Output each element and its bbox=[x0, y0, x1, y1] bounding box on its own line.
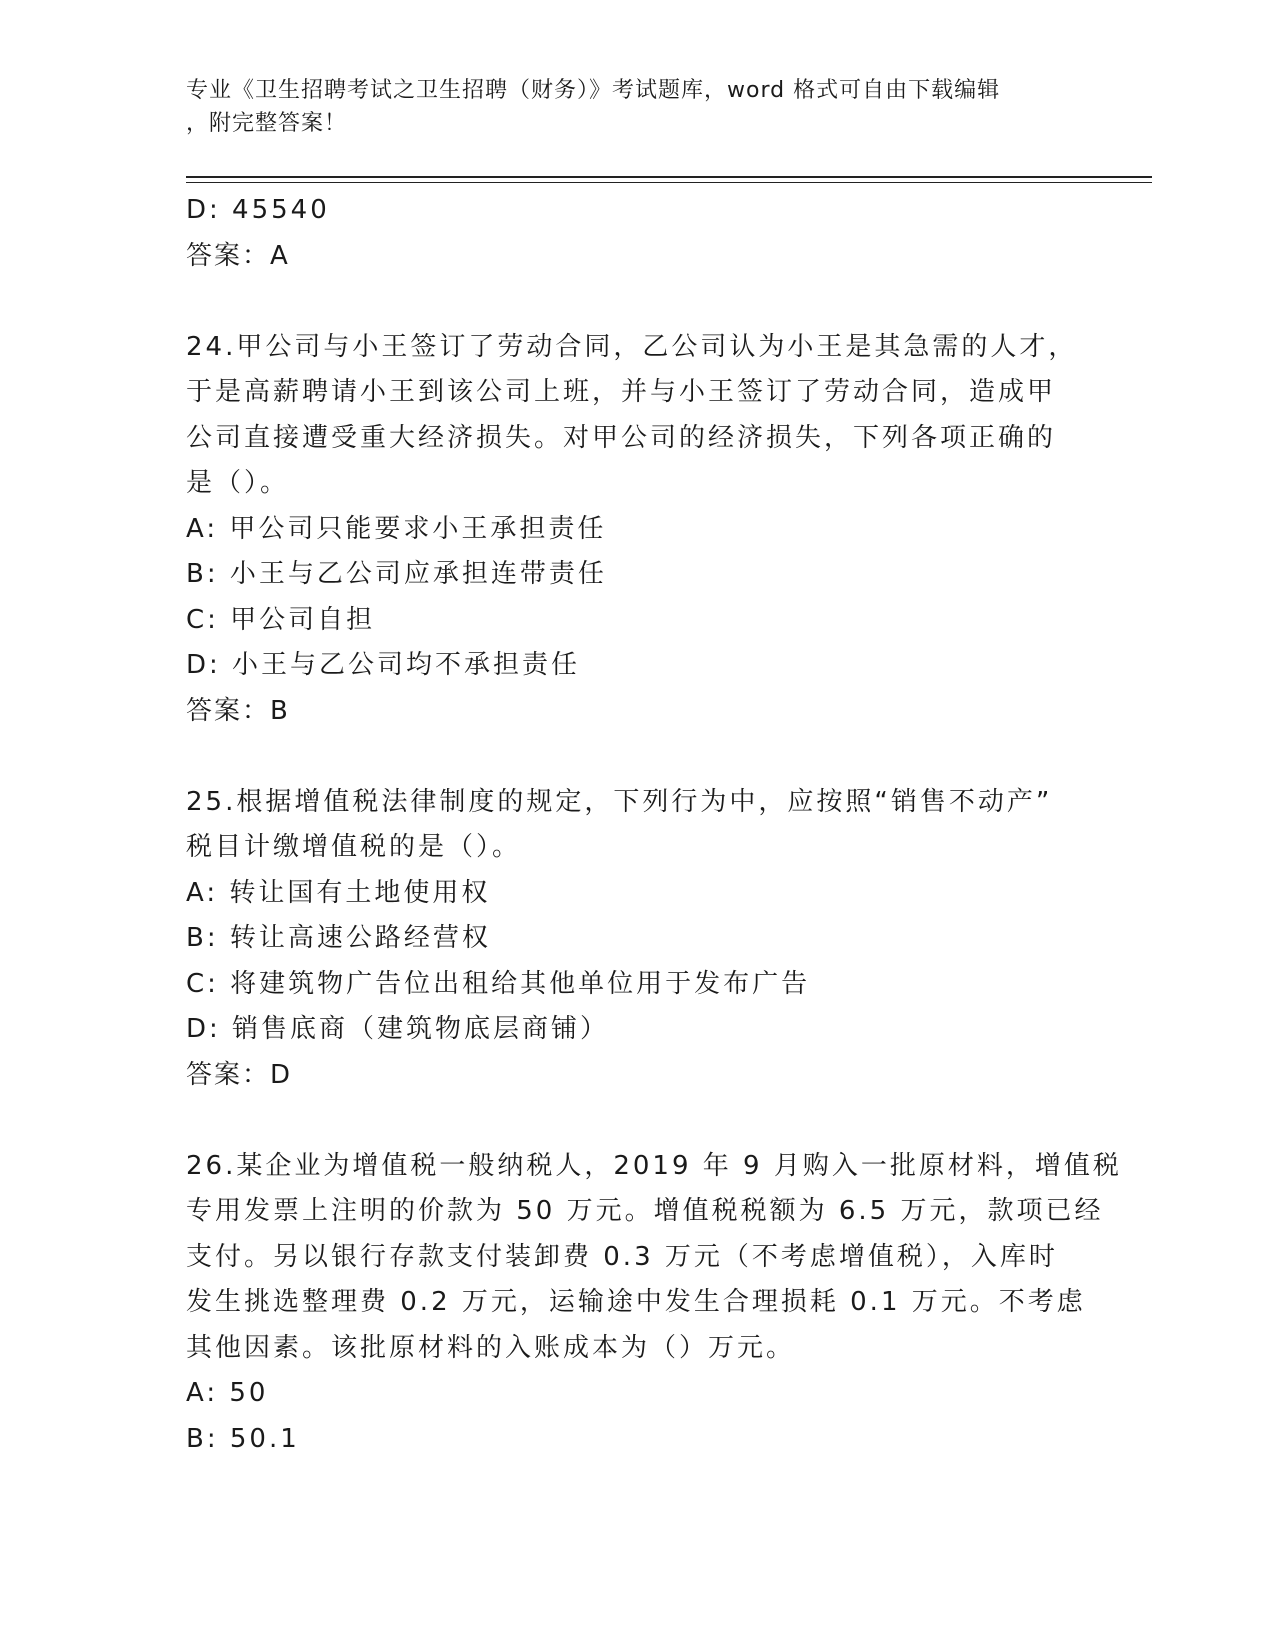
header-divider-thin bbox=[186, 182, 1152, 183]
question-24 bbox=[186, 325, 1086, 735]
question-stem-line: 公司直接遭受重大经济损失。对甲公司的经济损失，下列各项正确的 bbox=[186, 422, 1057, 453]
question-stem-line: 支付。另以银行存款支付装卸费 0.3 万元（不考虑增值税），入库时 bbox=[186, 1241, 1058, 1272]
question-stem-line: 于是高薪聘请小王到该公司上班，并与小王签订了劳动合同，造成甲 bbox=[186, 377, 1057, 407]
header-divider-thick bbox=[186, 176, 1152, 178]
page-header bbox=[186, 74, 1066, 140]
answer-line: 答案：A bbox=[186, 240, 290, 271]
option-b: B: 50.1 bbox=[186, 1423, 300, 1454]
option-c: C: 甲公司自担 bbox=[186, 604, 376, 635]
previous-question bbox=[186, 188, 1086, 279]
option-b: B: 小王与乙公司应承担连带责任 bbox=[186, 559, 607, 589]
question-stem-line: 26.某企业为增值税一般纳税人，2019 年 9 月购入一批原材料，增值税 bbox=[186, 1150, 1122, 1181]
question-26 bbox=[186, 1144, 1122, 1463]
option-a: A: 50 bbox=[186, 1378, 269, 1408]
question-stem-line: 税目计缴增值税的是（）。 bbox=[186, 832, 522, 862]
option-d: D: 45540 bbox=[186, 195, 330, 225]
header-line-2: ，附完整答案！ bbox=[186, 111, 348, 136]
option-a: A: 转让国有土地使用权 bbox=[186, 877, 491, 908]
option-d: D: 销售底商（建筑物底层商铺） bbox=[186, 1014, 610, 1044]
question-stem-line: 其他因素。该批原材料的入账成本为（）万元。 bbox=[186, 1332, 796, 1363]
question-stem-line: 24.甲公司与小王签订了劳动合同，乙公司认为小王是其急需的人才， bbox=[186, 331, 1078, 362]
question-content bbox=[186, 188, 1122, 1462]
question-stem-line: 是（）。 bbox=[186, 468, 290, 498]
question-stem-line: 25.根据增值税法律制度的规定，下列行为中，应按照“销售不动产” bbox=[186, 786, 1053, 817]
spacer bbox=[186, 734, 1086, 780]
question-stem-line: 专用发票上注明的价款为 50 万元。增值税税额为 6.5 万元，款项已经 bbox=[186, 1196, 1104, 1226]
answer-line: 答案：D bbox=[186, 1059, 293, 1090]
answer-line: 答案：B bbox=[186, 695, 290, 726]
spacer bbox=[186, 279, 1086, 325]
option-c: C: 将建筑物广告位出租给其他单位用于发布广告 bbox=[186, 968, 811, 999]
option-b: B: 转让高速公路经营权 bbox=[186, 923, 491, 953]
spacer bbox=[186, 1098, 1086, 1144]
header-line-1: 专业《卫生招聘考试之卫生招聘（财务）》考试题库，word 格式可自由下载编辑 bbox=[186, 78, 1001, 103]
option-d: D: 小王与乙公司均不承担责任 bbox=[186, 650, 581, 680]
question-25 bbox=[186, 780, 1086, 1099]
option-a: A: 甲公司只能要求小王承担责任 bbox=[186, 513, 607, 544]
question-stem-line: 发生挑选整理费 0.2 万元，运输途中发生合理损耗 0.1 万元。不考虑 bbox=[186, 1287, 1086, 1317]
